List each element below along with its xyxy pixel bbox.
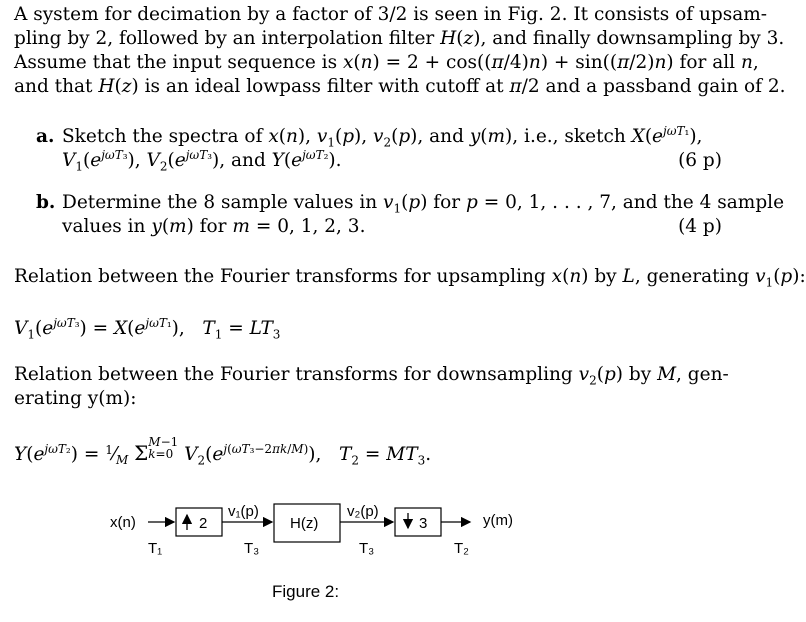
- downsampling-text-2: erating y(m):: [14, 388, 137, 409]
- part-a-points: (6 p): [678, 150, 722, 171]
- v1-label: v₁(p): [228, 503, 259, 520]
- up-factor-label: 2: [199, 515, 208, 532]
- v2-label: v₂(p): [347, 503, 379, 520]
- part-b-label: b.: [36, 192, 56, 213]
- downsampling-text-1: Relation between the Fourier transforms for downsampling $v_2(p)$ by M, gen-: [14, 364, 729, 388]
- t3a-label: T₃: [244, 540, 260, 557]
- filter-label: H(z): [290, 515, 319, 532]
- intro-line-3: Assume that the input sequence is x(n) = 2 + cos((π/4)n) + sin((π/2)n) for all n,: [14, 52, 759, 73]
- intro-line-4: and that H(z) is an ideal lowpass filter with cutoff at π/2 and a passband gain of 2.: [14, 76, 786, 97]
- input-label: x(n): [110, 514, 136, 531]
- part-b-points: (4 p): [678, 216, 722, 237]
- t3b-label: T₃: [359, 540, 375, 557]
- part-a-line-2: $V_1(e^{j\omega T_3})$, $V_2(e^{j\omega T_3})$, and $Y(e^{j\omega T_2})$.: [62, 147, 342, 174]
- upsampling-equation: $V_1(e^{j\omega T_3}) = X(e^{j\omega T_1})$, $T_1 = LT_3$: [14, 315, 281, 342]
- t2-label: T₂: [454, 540, 469, 557]
- downsampler-box: [395, 508, 441, 536]
- part-a-label: a.: [36, 126, 55, 147]
- downsampling-equation: $Y(e^{j\omega T_2})$ = $^1⁄_M$ Σ M−1 k=0 $V_2(e^{j(\omega T_3-2\pi k/M)})$, $T_2 = MT_3$.: [14, 435, 432, 468]
- output-label: y(m): [483, 512, 513, 529]
- t1-label: T₁: [148, 540, 163, 557]
- part-a-line-1: Sketch the spectra of x(n), $v_1(p)$, $v_2(p)$, and y(m), i.e., sketch $X(e^{j\omega T_1})$,: [62, 123, 703, 150]
- upsampling-text: Relation between the Fourier transforms for upsampling x(n) by L, generating $v_1(p)$:: [14, 266, 806, 290]
- intro-line-2: pling by 2, followed by an interpolation filter H(z), and finally downsampling by 3.: [14, 28, 785, 49]
- intro-line-1: A system for decimation by a factor of 3/2 is seen in Fig. 2. It consists of upsam-: [14, 4, 768, 25]
- figure-caption: Figure 2:: [272, 582, 340, 601]
- part-b-line-1: Determine the 8 sample values in $v_1(p)$ for p = 0, 1, . . . , 7, and the 4 sample: [62, 192, 785, 216]
- down-factor-label: 3: [419, 515, 428, 532]
- part-b-line-2: values in y(m) for m = 0, 1, 2, 3.: [62, 216, 366, 237]
